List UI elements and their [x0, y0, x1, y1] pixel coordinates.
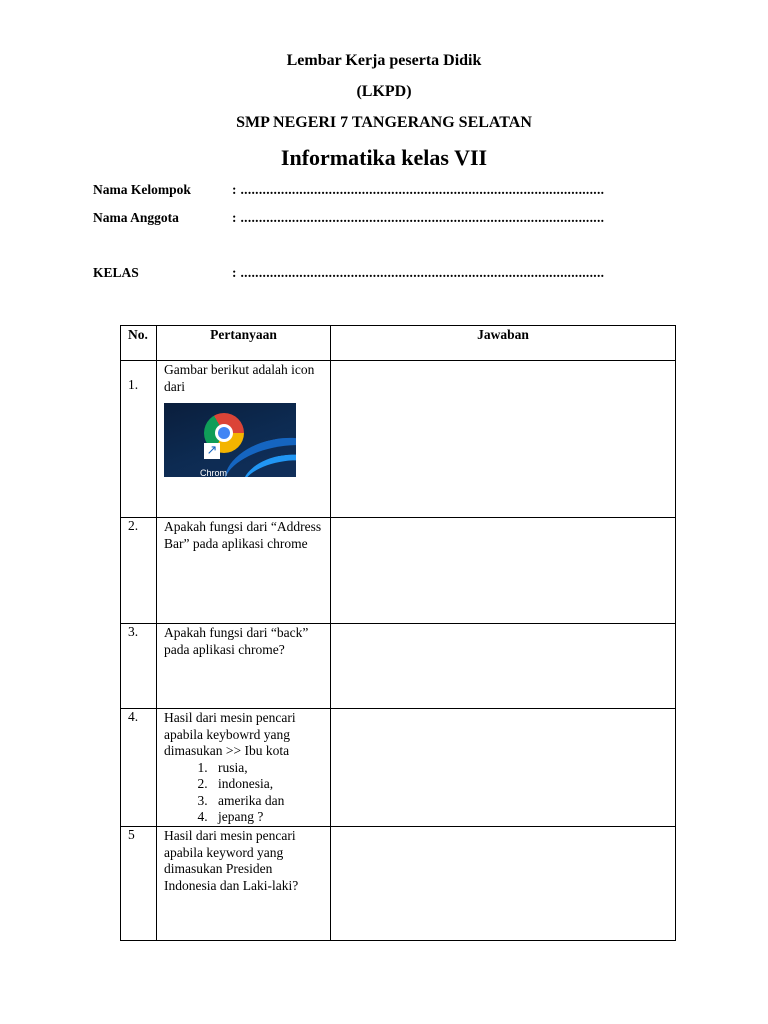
table-row: [121, 827, 676, 941]
question-text: Gambar berikut adalah icon dari: [164, 362, 315, 394]
answer-cell[interactable]: [331, 827, 676, 941]
table-header-row: [121, 326, 676, 361]
choice-item: 3. amerika dan: [211, 793, 326, 810]
worksheet-title: Lembar Kerja peserta Didik: [286, 52, 482, 69]
header-answer: Jawaban: [331, 326, 676, 361]
choice-item: 4. jepang ?: [211, 809, 326, 826]
table-row: [121, 518, 676, 624]
question-text: Hasil dari mesin pencari apabila keybowrd yang dimasukan >> Ibu kota: [164, 710, 296, 758]
choice-list: [164, 760, 326, 826]
question-text: Apakah fungsi dari “Address Bar” pada aplikasi chrome: [157, 518, 331, 624]
answer-cell[interactable]: [331, 518, 676, 624]
member-name-blank: : ...................................................................................................: [232, 210, 605, 225]
row-number: 3.: [121, 624, 157, 709]
school-name: SMP NEGERI 7 TANGERANG SELATAN: [236, 114, 532, 131]
answer-cell[interactable]: [331, 361, 676, 518]
header-no: No.: [121, 326, 157, 361]
subject-title: Informatika kelas VII: [280, 145, 488, 170]
question-table: [120, 325, 676, 941]
question-text: Apakah fungsi dari “back” pada aplikasi chrome?: [157, 624, 331, 709]
icon-caption: Chrom: [200, 468, 228, 477]
table-row: [121, 709, 676, 827]
table-row: [121, 624, 676, 709]
choice-item: 2. indonesia,: [211, 776, 326, 793]
question-cell: [157, 709, 331, 827]
row-number: 4.: [121, 709, 157, 827]
chrome-icon-screenshot: [164, 403, 296, 477]
answer-cell[interactable]: [331, 709, 676, 827]
group-name-label: Nama Kelompok: [93, 182, 191, 197]
choice-item: 1. rusia,: [211, 760, 326, 777]
row-number: 1.: [121, 361, 157, 518]
shortcut-arrow-icon: ↗: [204, 443, 220, 459]
question-cell: [157, 361, 331, 518]
answer-cell[interactable]: [331, 624, 676, 709]
class-label: KELAS: [93, 265, 139, 280]
row-number: 5: [121, 827, 157, 941]
header-question: Pertanyaan: [157, 326, 331, 361]
question-text: Hasil dari mesin pencari apabila keyword yang dimasukan Presiden Indonesia dan Laki-laki?: [157, 827, 331, 941]
table-row: [121, 361, 676, 518]
class-blank: : ...................................................................................................: [232, 265, 605, 280]
worksheet-abbreviation: (LKPD): [356, 83, 412, 100]
row-number: 2.: [121, 518, 157, 624]
group-name-blank: : ...................................................................................................: [232, 182, 605, 197]
member-name-label: Nama Anggota: [93, 210, 179, 225]
